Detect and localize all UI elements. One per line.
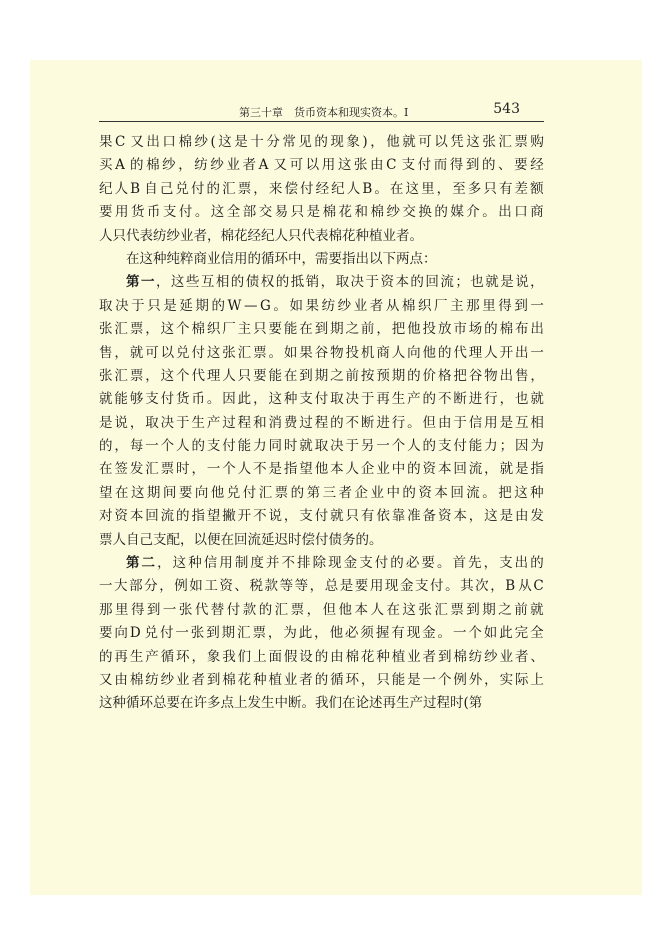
chapter-title: 第三十章 货币资本和现实资本。Ⅰ (239, 106, 409, 119)
text-line: 在 签 发 汇 票 时 ， 一 个 人 不 是 指 望 他 本 人 企 业 中 的 资 本 回 流 ， 就 是 指 (99, 461, 544, 478)
text-line (99, 692, 544, 715)
text-line (99, 225, 544, 248)
text-line (99, 529, 544, 552)
text-line: 买 A 的 棉 纱 ， 纺 纱 业 者 A 又 可 以 用 这 张 由 C 支 付 而 得 到 的 、 要 经 (99, 157, 544, 174)
text-line: 第 一 ， 这 些 互 相 的 债 权 的 抵 销 ， 取 决 于 资 本 的 回 流 ； 也 就 是 说 ， (126, 274, 544, 291)
text-line: 那 里 得 到 一 张 代 替 付 款 的 汇 票 ， 但 他 本 人 在 这 张 汇 票 到 期 之 前 就 (99, 601, 544, 618)
text-line: 对 资 本 回 流 的 指 望 撇 开 不 说 ， 支 付 就 只 有 依 靠 准 备 资 本 ， 这 是 由 发 (99, 508, 544, 525)
line-text: 票人自己支配，以便在回流延迟时偿付债务的。 (99, 531, 383, 548)
text-line: 第 二 ， 这 种 信 用 制 度 并 不 排 除 现 金 支 付 的 必 要 。 首 先 ， 支 出 的 (126, 555, 544, 572)
line-text: 在这种纯粹商业信用的循环中，需要指出以下两点： (126, 250, 437, 267)
body-text (99, 131, 544, 716)
text-line: 的 再 生 产 循 环 ， 象 我 们 上 面 假 设 的 由 棉 花 种 植 业 者 到 棉 纺 纱 业 者 、 (99, 648, 544, 665)
line-text: 这种循环总要在许多点上发生中断。我们在论述再生产过程时(第 (99, 695, 483, 712)
text-line: 要 用 货 币 支 付 。 这 全 部 交 易 只 是 棉 花 和 棉 纱 交 换 的 媒 介 。 出 口 商 (99, 204, 544, 221)
running-header (99, 101, 544, 122)
text-line: 一 大 部 分 ， 例 如 工 资 、 税 款 等 等 ， 总 是 要 用 现 金 支 付 。 其 次 ， B 从 C (99, 578, 544, 595)
page-number: 543 (493, 101, 520, 117)
text-line: 取 决 于 只 是 延 期 的 W — G 。 如 果 纺 纱 业 者 从 棉 织 厂 主 那 里 得 到 一 (99, 297, 544, 314)
text-line: 望 在 这 期 间 要 向 他 兑 付 汇 票 的 第 三 者 企 业 中 的 资 本 回 流 。 把 这 种 (99, 484, 544, 501)
text-line (99, 248, 544, 271)
text-line: 就 能 够 支 付 货 币 。 因 此 ， 这 种 支 付 取 决 于 再 生 产 的 不 断 进 行 ， 也 就 (99, 391, 544, 408)
text-line: 纪 人 B 自 己 兑 付 的 汇 票 ， 来 偿 付 经 纪 人 B 。 在 这 里 ， 至 多 只 有 差 额 (99, 180, 544, 197)
text-line: 要 向 D 兑 付 一 张 到 期 汇 票 ， 为 此 ， 他 必 须 握 有 现 金 。 一 个 如 此 完 全 (99, 625, 544, 642)
text-line: 张 汇 票 ， 这 个 代 理 人 只 要 能 在 到 期 之 前 按 预 期 的 价 格 把 谷 物 出 售 ， (99, 367, 544, 384)
text-line: 果 C 又 出 口 棉 纱 ( 这 是 十 分 常 见 的 现 象 ) ， 他 就 可 以 凭 这 张 汇 票 购 (99, 134, 544, 150)
text-line: 售 ， 就 可 以 兑 付 这 张 汇 票 。 如 果 谷 物 投 机 商 人 向 他 的 代 理 人 开 出 一 (99, 344, 544, 361)
line-text: 人只代表纺纱业者，棉花经纪人只代表棉花种植业者。 (99, 227, 423, 244)
text-line: 的 ， 每 一 个 人 的 支 付 能 力 同 时 就 取 决 于 另 一 个 人 的 支 付 能 力 ； 因 为 (99, 438, 544, 455)
text-line: 又 由 棉 纺 纱 业 者 到 棉 花 种 植 业 者 的 循 环 ， 只 能 是 一 个 例 外 ， 实 际 上 (99, 671, 544, 688)
text-line: 张 汇 票 ， 这 个 棉 织 厂 主 只 要 能 在 到 期 之 前 ， 把 他 投 放 市 场 的 棉 布 出 (99, 321, 544, 338)
text-line: 是 说 ， 取 决 于 生 产 过 程 和 消 费 过 程 的 不 断 进 行 。 但 由 于 信 用 是 互 相 (99, 414, 544, 431)
